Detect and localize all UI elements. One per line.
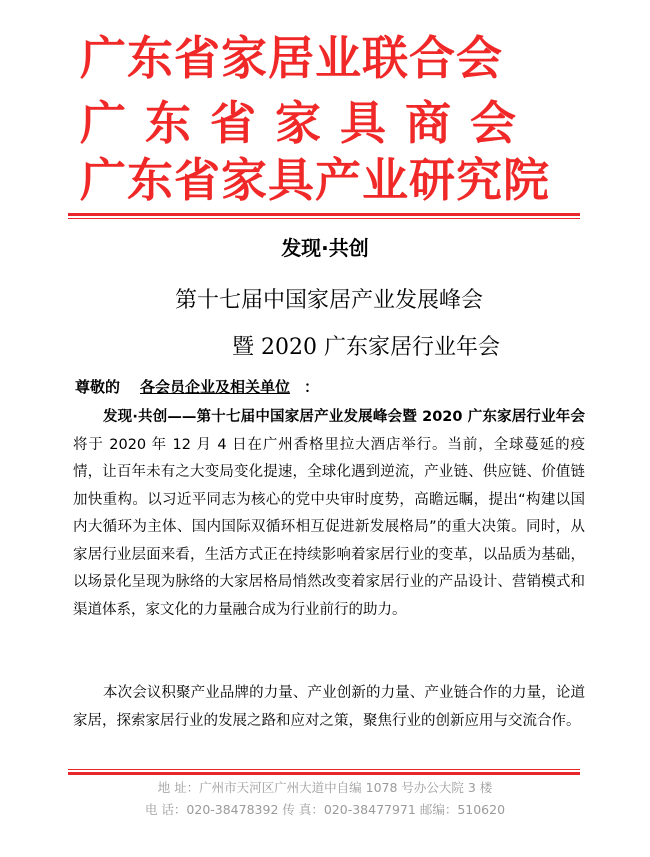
event-tagline: 发现·共创 [281, 236, 369, 260]
footer-contacts: 电 话：020-38478392 传 真：020-38477971 邮编：510620 [144, 802, 506, 817]
footer-rule-thick [68, 772, 580, 775]
org-name-3: 广东省家具产业研究院 [80, 153, 550, 207]
footer-rule-thin [68, 769, 580, 770]
salutation [75, 376, 319, 397]
header-rule-thick [68, 213, 580, 216]
salutation-recipient: 各会员企业及相关单位 [140, 378, 291, 396]
salutation-suffix: ： [304, 378, 320, 396]
header-rule-thin [68, 218, 580, 219]
paragraph1-bold-lead: 发现·共创——第十七届中国家居产业发展峰会暨 2020 广东家居行业年会 [103, 409, 585, 425]
salutation-prefix: 尊敬的 [75, 378, 121, 396]
body-paragraph-1 [73, 404, 585, 624]
event-title-line1: 第十七届中国家居产业发展峰会 [175, 288, 484, 313]
org-name-1: 广东省家居业联合会 [80, 31, 503, 85]
footer-address: 地 址：广州市天河区广州大道中自编 1078 号办公大院 3 楼 [157, 780, 493, 795]
paragraph1-text: 将于 2020 年 12 月 4 日在广州香格里拉大酒店举行。当前，全球蔓延的疫情，让百年未有之大变局变化提速，全球化遇到逆流，产业链、供应链、价值链加快重构。以习近平同志为核心的党中央审时度势，高瞻远瞩，提出“构建以国内大循环为主体、国内国际双循环相互促进新发展格局”的重大决策。同时，从家居行业层面来看，生活方式正在持续影响着家居行业的变革，以品质为基础，以场景化呈现为脉络的大家居格局悄然改变着家居行业的产品设计、营销模式和渠道体系，家文化的力量融合成为行业前行的助力。 [73, 436, 585, 618]
event-title-line2: 暨 2020 广东家居行业年会 [232, 335, 500, 360]
body-paragraph-2: 本次会议积聚产业品牌的力量、产业创新的力量、产业链合作的力量，论道家居，探索家居行业的发展之路和应对之策，聚焦行业的创新应用与交流合作。 [73, 685, 585, 729]
org-name-2: 广东省家具商会 [80, 96, 535, 150]
